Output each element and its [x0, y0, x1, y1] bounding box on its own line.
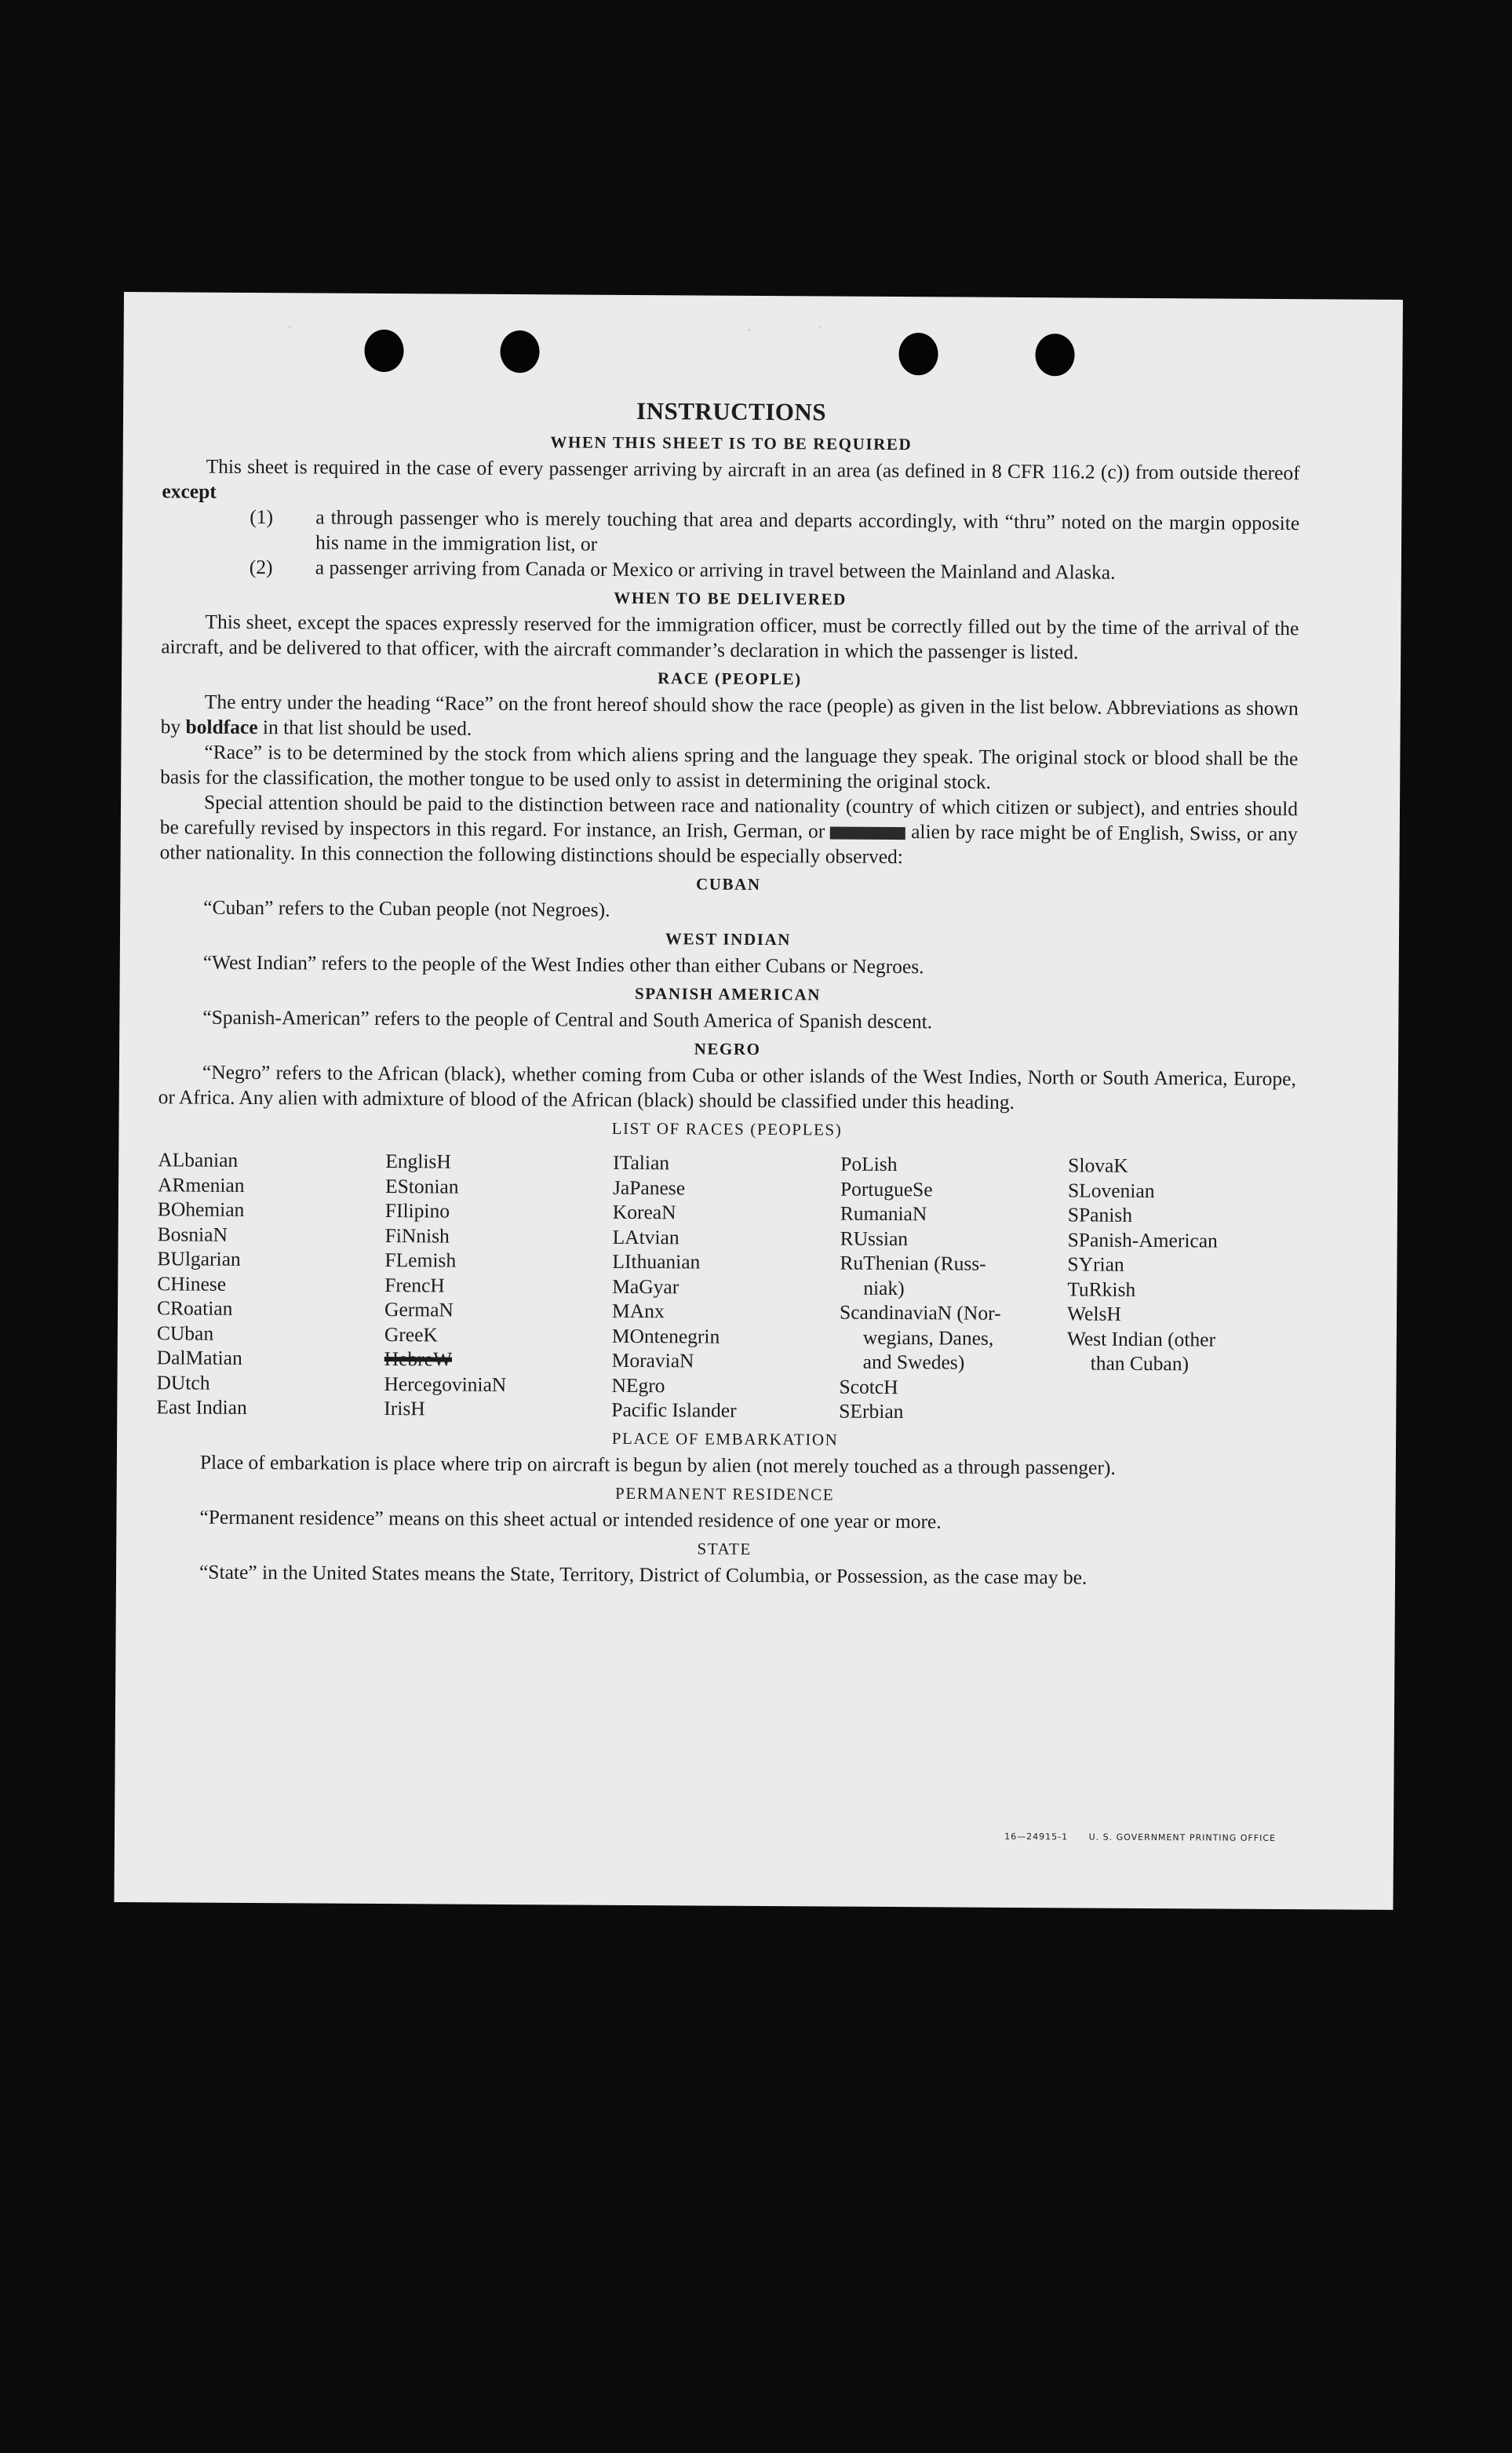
race-entry: SLovenian: [1067, 1178, 1155, 1202]
race-entry: RUssian: [840, 1226, 909, 1250]
race-entry: CRoatian: [157, 1296, 233, 1320]
race-column-5: [1066, 1153, 1295, 1426]
race-entry: SErbian: [839, 1399, 904, 1423]
heading-negro: NEGRO: [694, 1039, 761, 1059]
race-entry: MaGyar: [612, 1274, 679, 1298]
heading-cuban: CUBAN: [695, 874, 761, 894]
race-entry: DalMatian: [156, 1346, 242, 1369]
race-entry: West Indian (other: [1066, 1326, 1216, 1351]
heading-spanish-american: SPANISH AMERICAN: [634, 983, 822, 1004]
cuban-definition: “Cuban” refers to the Cuban people (not Negroes).: [203, 895, 610, 921]
state-definition: “State” in the United States means the State, Territory, District of Columbia, or Possession, as the case may be.: [199, 1560, 1088, 1589]
race-entry: GreeK: [384, 1322, 438, 1346]
race-entry: SYrian: [1067, 1252, 1124, 1276]
heading-when-delivered: WHEN TO BE DELIVERED: [614, 588, 847, 609]
race-list: [156, 1147, 1295, 1426]
race-entry: ALbanian: [158, 1148, 239, 1172]
race-entry: FiNnish: [384, 1223, 450, 1248]
race-entry-continuation: and Swedes): [862, 1350, 965, 1374]
race-entry: SlovaK: [1068, 1154, 1128, 1177]
race-entry: East Indian: [156, 1395, 247, 1419]
redaction-mark: [830, 827, 905, 840]
when-delivered-text: This sheet, except the spaces expressly reserved for the immigration officer, must be correctly filled out by the time of the arrival of the aircraft, and be delivered to that officer, with the aircraft commander’s declaration in which the passenger is listed.: [161, 610, 1299, 664]
race-entry-struck: HebreW: [384, 1347, 453, 1371]
race-entry: PoLish: [840, 1152, 898, 1176]
race-entry: CUban: [156, 1321, 214, 1345]
negro-definition: “Negro” refers to the African (black), whether coming from Cuba or other islands of the West Indies, North or South America, Europe, or Africa. Any alien with admixture of blood of the African (black) should be classified under this heading.: [158, 1060, 1296, 1114]
embarkation-definition: Place of embarkation is place where trip on aircraft is begun by alien (not merely touched as a through passenger).: [199, 1450, 1116, 1479]
race-entry: CHinese: [157, 1271, 227, 1296]
race-entry: NEgro: [611, 1373, 665, 1397]
dust-speck: [819, 326, 822, 328]
page-title: INSTRUCTIONS: [636, 396, 827, 426]
race-entry: MoraviaN: [611, 1348, 694, 1372]
heading-west-indian: WEST INDIAN: [665, 929, 792, 949]
race-entry: LAtvian: [612, 1225, 679, 1248]
race-entry: SPanish: [1067, 1203, 1133, 1226]
race-entry: FIlipino: [384, 1199, 450, 1223]
race-column-1: [156, 1147, 385, 1420]
race-entry: JaPanese: [612, 1175, 686, 1199]
race-entry: GermaN: [384, 1298, 454, 1321]
residence-definition: “Permanent residence” means on this sheet actual or intended residence of one year or more.: [199, 1505, 942, 1533]
race-entry-continuation: wegians, Danes,: [862, 1325, 994, 1350]
race-entry: MAnx: [611, 1299, 665, 1323]
race-entry: SPanish-American: [1067, 1227, 1218, 1252]
heading-list-of-races: LIST OF RACES (PEOPLES): [611, 1118, 843, 1139]
race-entry: PortugueSe: [840, 1177, 933, 1201]
race-column-2: [384, 1149, 613, 1422]
printer-imprint: U. S. GOVERNMENT PRINTING OFFICE: [1088, 1832, 1277, 1844]
race-entry: WelsH: [1066, 1302, 1121, 1325]
race-entry: EnglisH: [385, 1150, 451, 1173]
race-entry-continuation: than Cuban): [1090, 1351, 1190, 1376]
punch-hole: [500, 330, 539, 373]
race-entry: ScotcH: [839, 1375, 898, 1398]
race-entry: Pacific Islander: [611, 1398, 737, 1422]
race-entry-continuation: niak): [863, 1276, 905, 1299]
race-entry: HercegoviniaN: [384, 1372, 507, 1396]
race-paragraph-2: “Race” is to be determined by the stock from which aliens spring and the language they speak. The original stock or blood shall be the basis for the classification, the mother tongue to be used only to assist in determining the original stock.: [160, 740, 1299, 793]
race-entry: DUtch: [156, 1370, 210, 1394]
race-paragraph-3: Special attention should be paid to the distinction between race and nationality (country of which citizen or subject), and entries should be carefully revised by inspectors in this regard. For instance, an Irish, German, or alien by race might be of English, Swiss, or any other nationality. In this connection the following distinctions should be especially observed:: [159, 790, 1299, 869]
west-indian-definition: “West Indian” refers to the people of the West Indies other than either Cubans or Negroes.: [202, 950, 924, 979]
race-entry: IrisH: [384, 1397, 425, 1420]
spanish-american-definition: “Spanish-American” refers to the people of Central and South America of Spanish descent.: [202, 1005, 933, 1033]
race-entry: ARmenian: [157, 1172, 245, 1197]
print-code: [1004, 1832, 1276, 1843]
heading-when-required: WHEN THIS SHEET IS TO BE REQUIRED: [550, 432, 913, 454]
punch-hole: [364, 330, 403, 372]
race-column-4: [839, 1152, 1068, 1425]
instruction-sheet: [114, 292, 1403, 1910]
race-entry: EStonian: [384, 1174, 459, 1198]
race-paragraph-1: The entry under the heading “Race” on the front hereof should show the race (people) as given in the list below. Abbreviations as shown by boldface in that list should be used.: [160, 690, 1299, 740]
when-required-intro: This sheet is required in the case of every passenger arriving by aircraft in an area (as defined in 8 CFR 116.2 (c)) from outside thereof except: [162, 454, 1300, 503]
race-entry: BOhemian: [157, 1197, 245, 1221]
sheet-content: [155, 394, 1300, 1591]
heading-state: STATE: [697, 1538, 752, 1558]
race-entry: RumaniaN: [840, 1201, 927, 1226]
race-entry: MOntenegrin: [611, 1324, 720, 1348]
race-column-3: [611, 1150, 840, 1423]
race-entry: ScandinaviaN (Nor-: [839, 1300, 1001, 1325]
heading-permanent-residence: PERMANENT RESIDENCE: [615, 1483, 835, 1504]
punch-hole: [898, 333, 938, 375]
race-entry: KoreaN: [612, 1200, 676, 1224]
race-entry: TuRkish: [1067, 1277, 1136, 1301]
exception-item-2: (2) a passenger arriving from Canada or Mexico or arriving in travel between the Mainland and Alaska.: [249, 555, 1116, 584]
form-number: 16—24915-1: [1004, 1831, 1069, 1842]
heading-embarkation: PLACE OF EMBARKATION: [611, 1428, 839, 1449]
race-entry: FLemish: [384, 1248, 457, 1272]
race-entry: LIthuanian: [612, 1249, 701, 1274]
dust-speck: [289, 326, 291, 328]
race-entry: RuThenian (Russ-: [840, 1251, 986, 1275]
race-entry: BUlgarian: [157, 1247, 241, 1270]
race-entry: ITalian: [613, 1150, 670, 1175]
exception-item-1: (1) a through passenger who is merely touching that area and departs accordingly, with “thru” noted on the margin opposite his name in the immigration list, or: [250, 505, 1300, 556]
dust-speck: [749, 329, 751, 331]
race-entry: BosniaN: [157, 1222, 228, 1246]
heading-race: RACE (PEOPLE): [658, 669, 802, 689]
punch-hole: [1035, 334, 1074, 376]
race-entry: FrencH: [384, 1273, 445, 1297]
